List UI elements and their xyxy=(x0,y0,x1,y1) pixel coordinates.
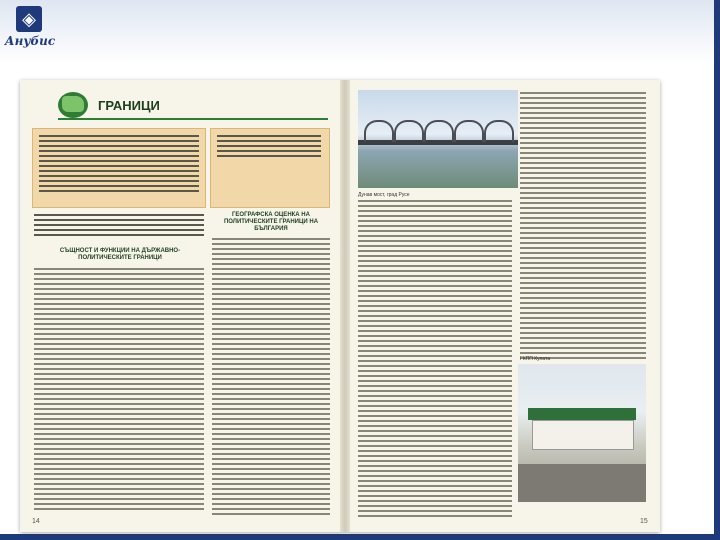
intro-text-block-2 xyxy=(217,135,321,160)
bridge-truss xyxy=(424,120,454,142)
intro-highlight-box xyxy=(32,128,206,208)
bridge-truss xyxy=(454,120,484,142)
bridge-truss xyxy=(364,120,394,142)
side-border xyxy=(714,0,720,540)
publisher-logo xyxy=(4,4,56,56)
header-stripe xyxy=(0,0,720,64)
bullet-text-block xyxy=(34,214,204,239)
chapter-title: ГРАНИЦИ xyxy=(98,98,160,113)
book-gutter xyxy=(340,80,350,532)
page-number-left: 14 xyxy=(32,518,40,525)
middle-column-text xyxy=(212,238,330,518)
checkpoint-road xyxy=(518,464,646,502)
section-heading-assessment: ГЕОГРАФСКА ОЦЕНКА НА ПОЛИТИЧЕСКИТЕ ГРАНИЦИ НА БЪЛГАРИЯ xyxy=(223,212,319,232)
right-page-column-2-text xyxy=(520,92,646,362)
left-column-text xyxy=(34,268,204,513)
page-number-right: 15 xyxy=(640,518,648,525)
bridge-truss xyxy=(394,120,424,142)
bulgaria-map-icon xyxy=(62,96,84,112)
danube-bridge-photo xyxy=(358,90,518,188)
right-page-column-1-text xyxy=(358,200,512,520)
chapter-header xyxy=(58,96,328,120)
section-heading-functions: СЪЩНОСТ И ФУНКЦИИ НА ДЪРЖАВНО-ПОЛИТИЧЕСКИТЕ ГРАНИЦИ xyxy=(59,248,181,261)
chapter-badge xyxy=(58,92,88,118)
textbook-spread xyxy=(20,80,660,532)
bottom-border xyxy=(0,534,720,540)
logo-icon: ◈ xyxy=(16,6,42,32)
checkpoint-roof xyxy=(528,408,636,420)
border-checkpoint-photo xyxy=(518,364,646,502)
customs-photo-caption: ГКПП Кулата xyxy=(520,356,551,362)
checkpoint-building xyxy=(532,420,634,450)
bridge-truss xyxy=(484,120,514,142)
logo-text: Анубис xyxy=(4,34,56,48)
intro-highlight-box-2 xyxy=(210,128,330,208)
intro-text-block xyxy=(39,135,199,195)
bridge-photo-caption: Дунав мост, град Русе xyxy=(358,192,410,198)
